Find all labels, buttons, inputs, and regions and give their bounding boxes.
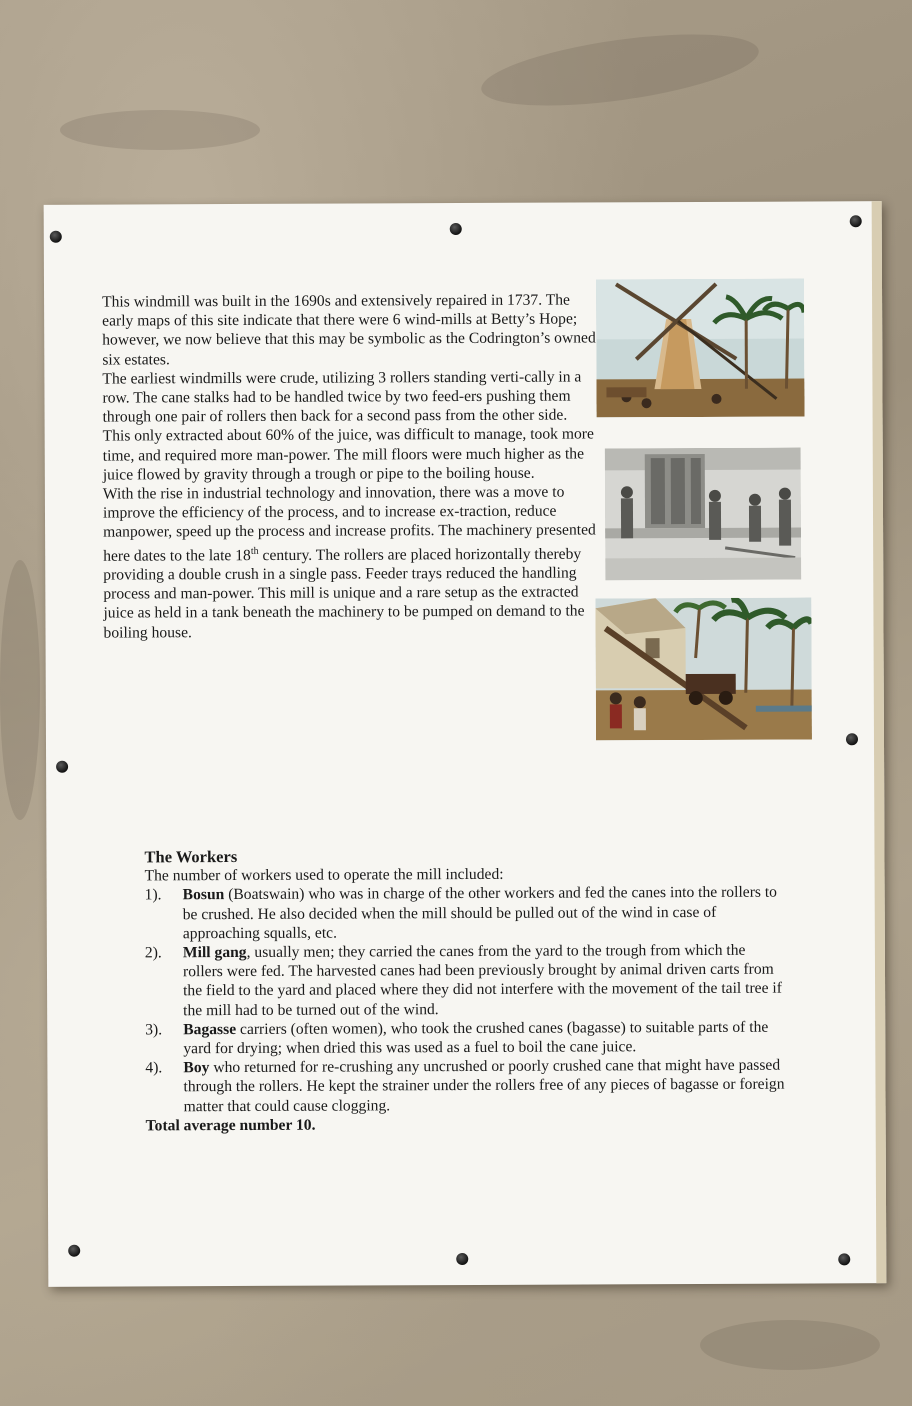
workers-section bbox=[144, 845, 785, 1136]
worker-term: Mill gang bbox=[182, 943, 247, 962]
screw bbox=[850, 215, 862, 227]
cane-yard-illustration bbox=[595, 597, 812, 740]
workers-heading: The Workers bbox=[144, 846, 238, 867]
information-board bbox=[44, 201, 887, 1287]
machinery-text-start: The machinery presented here dates to the late 18 bbox=[103, 521, 596, 565]
screw bbox=[456, 1253, 468, 1265]
worker-item-boy bbox=[145, 1056, 785, 1116]
paragraph-construction: This windmill was built in the 1690s and extensively repaired in 1737. The early maps of this site indicate that there were 6 wind-mills at Betty’s Hope; however, we now believe that this may be symbolic as the Codrington’s owned six estates. bbox=[102, 291, 596, 369]
mill-machinery-engraving bbox=[605, 448, 802, 581]
worker-description: carriers (often women), who took the crushed canes (bagasse) to suitable parts of the yard for drying; when dried this was used as a fuel to boil the cane juice. bbox=[183, 1018, 769, 1058]
screw bbox=[838, 1253, 850, 1265]
worker-term: Boy bbox=[183, 1059, 210, 1077]
worker-description: (Boatswain) who was in charge of the other workers and fed the canes into the rollers to be crushed. He also decided when the mill should be pulled out of the wind in case of approaching squalls, etc. bbox=[182, 884, 778, 943]
screw bbox=[56, 761, 68, 773]
machinery-text-end: century. The rollers are placed horizontally thereby providing a double crush in a single pass. Feeder trays reduced the handling process and man-power. This mill is unique and a rare setup as the extracted juice as held in a tank beneath the machinery to be pumped on demand to the boiling house. bbox=[103, 545, 585, 642]
worker-item-bosun bbox=[145, 883, 785, 943]
worker-item-mill-gang bbox=[145, 941, 785, 1021]
screw bbox=[450, 223, 462, 235]
superscript-th: th bbox=[250, 545, 259, 557]
worker-description: who returned for re-crushing any uncrushed or poorly crushed cane that might have passed through the rollers. He kept the strainer under the rollers free of any pieces of bagasse or foreign matter that could cause clogging. bbox=[183, 1056, 785, 1115]
paragraph-industrial-lead: With the rise in industrial technology and innovation, there was a move to improve the efficiency of the process, and to increase ex-traction, reduce manpower, speed up the process and increase profits. bbox=[102, 483, 565, 542]
worker-term: Bosun bbox=[182, 886, 225, 904]
workers-total: Total average number 10. bbox=[145, 1116, 316, 1135]
item-number: 1). bbox=[144, 886, 162, 904]
screw bbox=[846, 733, 858, 745]
worker-term: Bagasse bbox=[183, 1020, 237, 1039]
screw bbox=[68, 1245, 80, 1257]
history-text bbox=[102, 290, 599, 642]
item-number: 4). bbox=[145, 1059, 163, 1077]
item-number: 3). bbox=[145, 1021, 163, 1039]
paragraph-early-windmills: The earliest windmills were crude, utilizing 3 rollers standing verti-cally in a row. The cane stalks had to be handled twice by two feed-ers pushing them through one pair of rollers then back for a second pass from the other side. This only extracted about 60% of the juice, was difficult to manage, took more time, and required more man-power. The mill floors were much higher as the juice flowed by gravity through a trough or pipe to the boiling house. bbox=[102, 368, 594, 484]
workers-intro: The number of workers used to operate the mill included: bbox=[144, 866, 504, 885]
item-number: 2). bbox=[144, 944, 162, 962]
screw bbox=[50, 231, 62, 243]
worker-description: , usually men; they carried the canes from the yard to the trough from which the rollers were fed. The harvested canes had been previously brought by animal driven carts from the field to the yard and placed where they did not interfere with the movement of the tail tree if the mill had to be turned out of the wind. bbox=[182, 941, 782, 1019]
worker-item-bagasse bbox=[145, 1017, 785, 1058]
paragraph-industrial bbox=[103, 482, 599, 642]
windmill-illustration bbox=[596, 279, 805, 418]
